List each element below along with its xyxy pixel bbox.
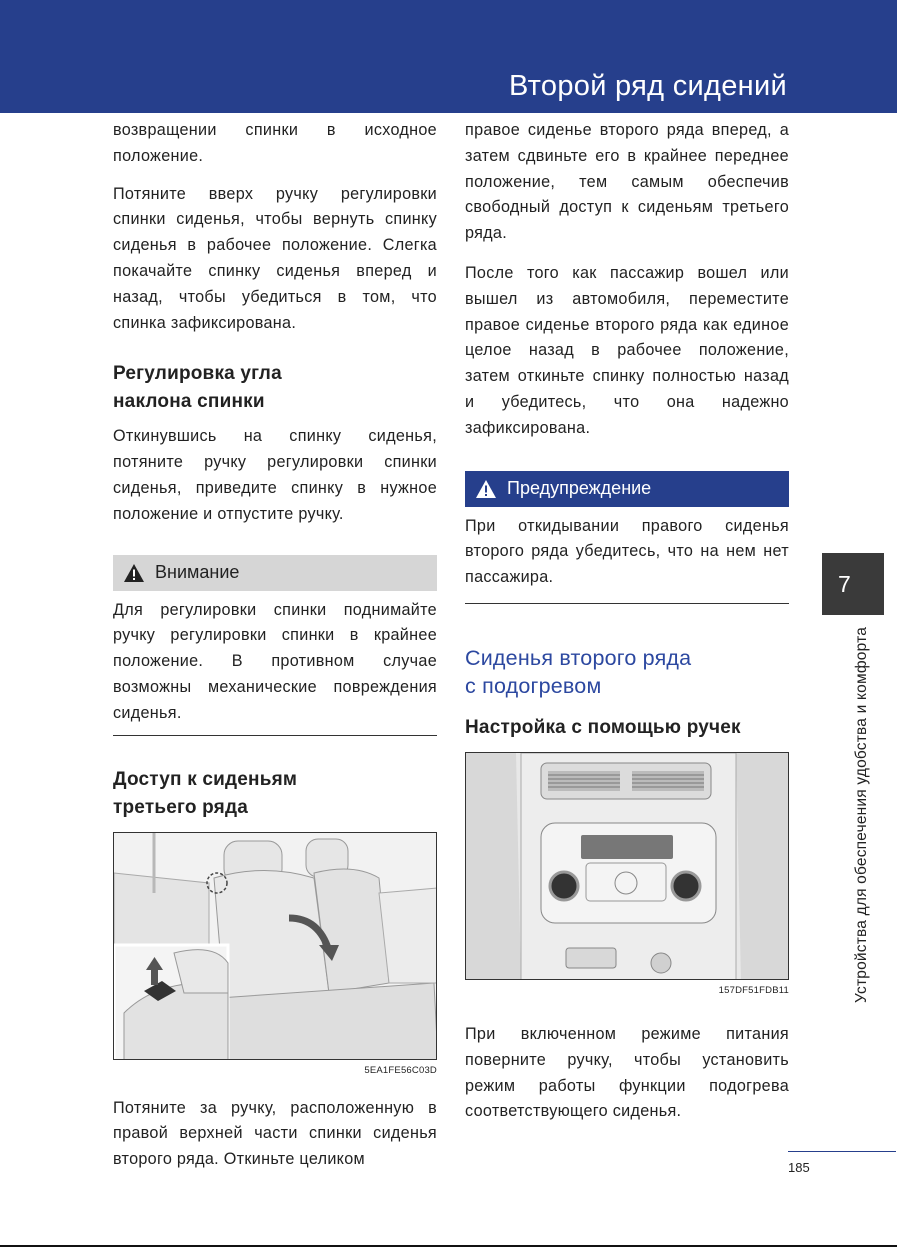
subheading-line: Регулировка угла xyxy=(113,363,282,385)
console-illustration xyxy=(465,752,789,980)
attention-text: Для регулировки спинки поднимайте ручку регулировки спинки в крайнее положение. В противном случае возможны механические повреждения сиденья. xyxy=(113,600,437,722)
subheading-access xyxy=(113,766,437,822)
divider xyxy=(113,735,437,736)
warning-text: При откидывании правого сиденья второго ряда убедитесь, что на нем нет пассажира. xyxy=(465,516,789,587)
warning-triangle-icon xyxy=(123,563,145,583)
page-number: 185 xyxy=(788,1160,810,1175)
subheading-line: третьего ряда xyxy=(113,796,248,818)
seat-illustration xyxy=(113,832,437,1060)
subheading-line: Доступ к сиденьям xyxy=(113,768,298,790)
paragraph: Откинувшись на спинку сиденья, потяните ручку регулировки спинки сиденья, приведите спинку в нужное положение и отпустите ручку. xyxy=(113,427,437,523)
figure-code: 157DF51FDB11 xyxy=(718,984,789,996)
section-heading-line: с подогревом xyxy=(465,673,602,698)
page-title: Второй ряд сидений xyxy=(508,70,787,102)
section-heading-line: Сиденья второго ряда xyxy=(465,645,692,670)
paragraph: После того как пассажир вошел или вышел из автомобиля, переместите правое сиденье второго ряда как единое целое назад в рабочее положение, затем откиньте спинку полностью назад и убедитесь, что она надежно зафиксирована. xyxy=(465,263,789,437)
attention-title: Внимание xyxy=(155,562,240,583)
warning-triangle-icon xyxy=(475,479,497,499)
subheading-line: наклона спинки xyxy=(113,391,265,413)
paragraph: Потяните за ручку, расположенную в правой верхней части спинки сиденья второго ряда. Откиньте целиком xyxy=(113,1098,437,1169)
attention-box xyxy=(113,555,437,591)
chapter-tab: 7 xyxy=(822,553,884,615)
right-column xyxy=(465,118,789,1125)
page-number-rule xyxy=(788,1151,896,1152)
subheading-recline xyxy=(113,360,437,416)
paragraph: Потяните вверх ручку регулировки спинки сиденья, чтобы вернуть спинку сиденья в рабочее положение. Слегка покачайте спинку сиденья вперед и назад, чтобы убедиться в том, что спинка зафиксирована. xyxy=(113,184,437,332)
warning-box xyxy=(465,471,789,507)
figure-code: 5EA1FE56C03D xyxy=(364,1064,437,1076)
subheading-knobs: Настройка с помощью ручек xyxy=(465,716,741,738)
divider xyxy=(465,603,789,604)
section-heading xyxy=(465,644,789,700)
chapter-title: Устройства для обеспечения удобства и комфорта xyxy=(853,626,870,1003)
page-header xyxy=(0,0,897,113)
bottom-border xyxy=(0,1245,897,1247)
paragraph: возвращении спинки в исходное положение. xyxy=(113,121,437,165)
left-column xyxy=(113,118,437,1173)
warning-title: Предупреждение xyxy=(507,478,652,499)
paragraph: При включенном режиме питания поверните ручку, чтобы установить режим работы функции подогрева соответствующего сиденья. xyxy=(465,1024,789,1121)
paragraph: правое сиденье второго ряда вперед, а затем сдвиньте его в крайнее переднее положение, тем самым обеспечив свободный доступ к сиденьям третьего ряда. xyxy=(465,121,789,243)
